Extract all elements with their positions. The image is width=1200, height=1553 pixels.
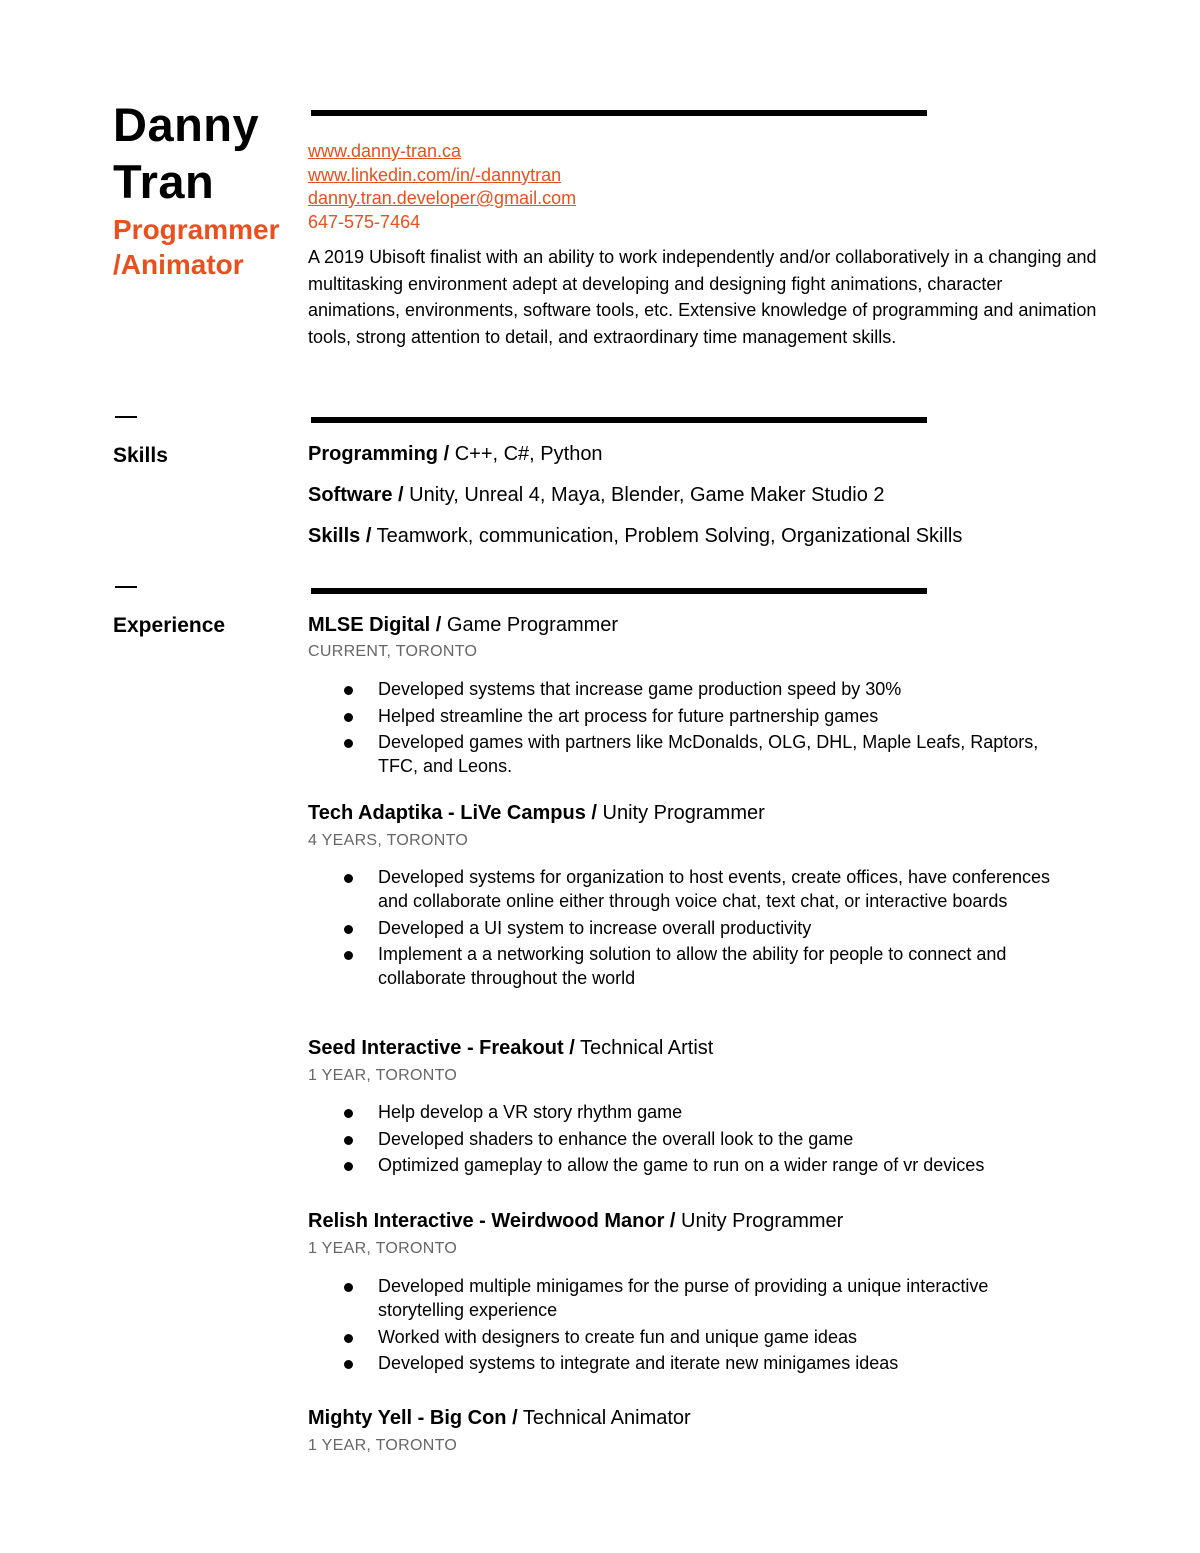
bullet-icon	[344, 925, 353, 934]
contact-block	[308, 140, 576, 234]
bullet-icon	[344, 686, 353, 695]
bullet-icon	[344, 1334, 353, 1343]
job-bullets	[308, 1100, 1068, 1180]
job-title	[308, 802, 765, 825]
job-company: Relish Interactive - Weirdwood Manor /	[308, 1210, 676, 1232]
bullet-text: Developed systems for organization to host events, create offices, have conferences and collaborate online either through voice chat, text chat, or interactive boards	[378, 867, 1051, 911]
email-link[interactable]: danny.tran.developer@gmail.com	[308, 188, 577, 208]
skill-label: Skills /	[308, 525, 372, 547]
job-company: Seed Interactive - Freakout /	[308, 1037, 575, 1059]
job-meta: 1 YEAR, TORONTO	[308, 1240, 458, 1257]
bullet-text: Developed systems that increase game production speed by 30%	[378, 679, 902, 699]
skills-dash	[115, 416, 137, 418]
skill-software	[308, 484, 885, 507]
bullet-text: Optimized gameplay to allow the game to run on a wider range of vr devices	[378, 1155, 985, 1175]
list-item	[308, 1153, 1068, 1177]
job-role: Technical Artist	[574, 1037, 714, 1059]
skill-programming	[308, 443, 603, 466]
job-title	[308, 1037, 713, 1060]
job-title	[308, 1210, 843, 1233]
skills-heading: Skills	[113, 444, 168, 467]
job-role: Unity Programmer	[675, 1210, 844, 1232]
linkedin-link[interactable]: www.linkedin.com/in/-dannytran	[308, 164, 562, 185]
bullet-text: Worked with designers to create fun and unique game ideas	[378, 1326, 857, 1347]
bullet-icon	[344, 874, 353, 883]
job-bullets	[308, 677, 1068, 781]
list-item	[308, 865, 1068, 913]
list-item	[308, 1325, 1068, 1349]
list-item	[308, 1127, 1068, 1151]
skills-divider-bar	[311, 417, 927, 423]
list-item	[308, 1274, 1068, 1322]
list-item	[308, 1351, 1068, 1375]
job-role: Technical Animator	[517, 1407, 691, 1429]
skill-label: Programming /	[308, 443, 450, 465]
bullet-icon	[344, 951, 353, 960]
job-bullets	[308, 1274, 1068, 1378]
skill-value: C++, C#, Python	[449, 443, 603, 465]
role-line-2: /Animator	[113, 249, 244, 280]
list-item	[308, 730, 1068, 778]
skill-value: Teamwork, communication, Problem Solving, Organizational Skills	[371, 525, 963, 547]
job-title	[308, 1407, 691, 1430]
list-item	[308, 942, 1068, 990]
bullet-text: Help develop a VR story rhythm game	[378, 1102, 683, 1122]
skill-label: Software /	[308, 484, 404, 506]
job-meta: 1 YEAR, TORONTO	[308, 1067, 458, 1084]
job-company: MLSE Digital /	[308, 614, 442, 636]
job-meta: 4 YEARS, TORONTO	[308, 832, 469, 849]
bullet-icon	[344, 739, 353, 748]
job-role: Unity Programmer	[596, 802, 765, 824]
job-meta: 1 YEAR, TORONTO	[308, 1437, 458, 1454]
bullet-text: Developed multiple minigames for the purse of providing a unique interactive storytelling experience	[378, 1276, 989, 1320]
bullet-text: Developed games with partners like McDonalds, OLG, DHL, Maple Leafs, Raptors, TFC, and Leons.	[378, 732, 1039, 776]
list-item	[308, 704, 1068, 728]
bullet-icon	[344, 713, 353, 722]
list-item	[308, 1100, 1068, 1124]
bullet-icon	[344, 1109, 353, 1118]
list-item	[308, 677, 1068, 701]
website-link[interactable]: www.danny-tran.ca	[308, 141, 462, 161]
bullet-text: Helped streamline the art process for future partnership games	[378, 705, 879, 726]
job-company: Tech Adaptika - LiVe Campus /	[308, 802, 597, 824]
experience-heading: Experience	[113, 614, 226, 637]
bullet-icon	[344, 1360, 353, 1369]
job-company: Mighty Yell - Big Con /	[308, 1407, 518, 1429]
skill-skills	[308, 525, 962, 548]
role-line-1: Programmer	[113, 214, 280, 245]
bullet-icon	[344, 1136, 353, 1145]
last-name: Tran	[113, 155, 215, 208]
skill-value: Unity, Unreal 4, Maya, Blender, Game Maker Studio 2	[403, 484, 885, 506]
phone-number: 647-575-7464	[308, 211, 421, 232]
header-divider-bar	[311, 110, 927, 116]
experience-divider-bar	[311, 588, 927, 594]
bullet-text: Developed a UI system to increase overall productivity	[378, 917, 812, 938]
summary-paragraph: A 2019 Ubisoft finalist with an ability to work independently and/or collaboratively in a changing and multitasking environment adept at developing and designing fight animations, character animations, environments, software tools, etc. Extensive knowledge of programming and animation tools, strong attention to detail, and extraordinary time management skills.	[308, 247, 1097, 347]
job-title	[308, 614, 618, 637]
role-title	[113, 212, 280, 282]
bullet-text: Developed shaders to enhance the overall look to the game	[378, 1128, 854, 1149]
bullet-icon	[344, 1283, 353, 1292]
list-item	[308, 916, 1068, 940]
bullet-icon	[344, 1162, 353, 1171]
bullet-text: Developed systems to integrate and iterate new minigames ideas	[378, 1353, 899, 1373]
first-name: Danny	[113, 98, 260, 151]
name-heading	[113, 96, 259, 210]
job-role: Game Programmer	[441, 614, 619, 636]
job-meta: CURRENT, TORONTO	[308, 643, 478, 660]
job-bullets	[308, 865, 1068, 993]
bullet-text: Implement a a networking solution to allow the ability for people to connect and collaborate throughout the world	[378, 944, 1007, 988]
experience-dash	[115, 586, 137, 588]
